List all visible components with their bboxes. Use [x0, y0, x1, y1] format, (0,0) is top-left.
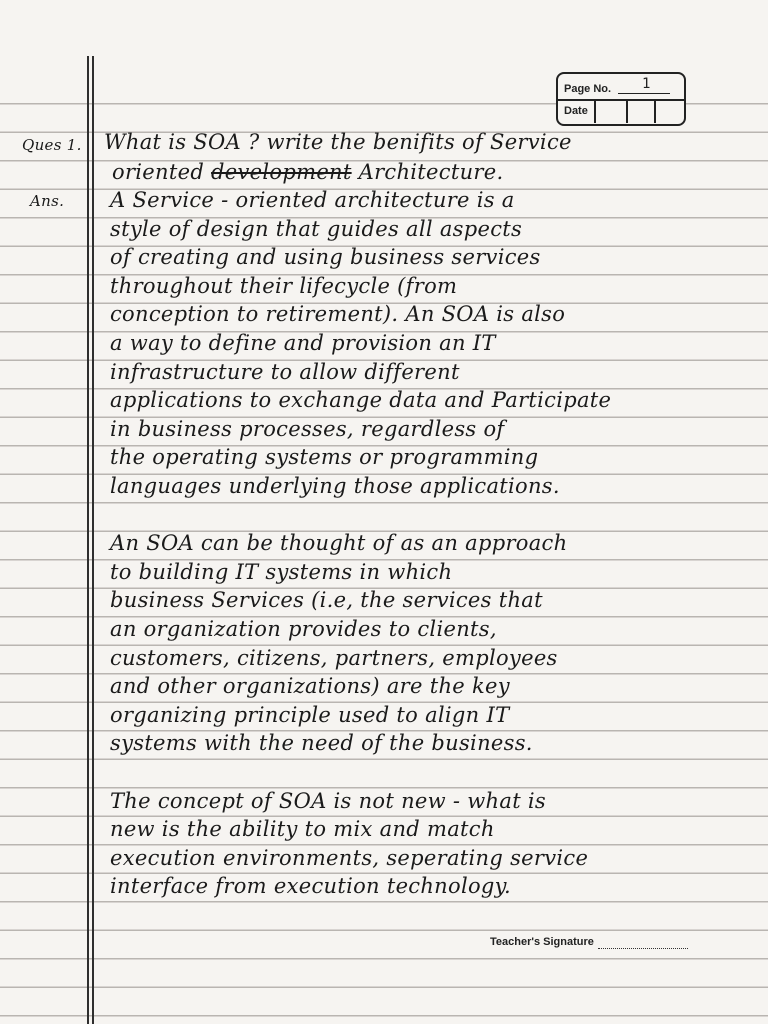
date-cell-divider: [626, 99, 628, 123]
answer-line: throughout their lifecycle (from: [110, 273, 458, 298]
date-cell-divider: [594, 99, 596, 123]
page-date-box: [556, 72, 686, 126]
answer-line: An SOA can be thought of as an approach: [110, 531, 568, 556]
question-text: Architecture.: [351, 160, 504, 184]
question-line: [112, 160, 503, 184]
struck-word: development: [211, 160, 352, 184]
margin-line: [92, 56, 94, 1024]
answer-line: and other organizations) are the key: [110, 674, 510, 699]
answer-line: interface from execution technology.: [110, 874, 512, 899]
answer-line: an organization provides to clients,: [110, 617, 497, 641]
question-label: Ques 1.: [22, 136, 82, 154]
page-no-value: 1: [642, 76, 651, 92]
teacher-signature: [490, 936, 594, 948]
answer-line: customers, citizens, partners, employees: [110, 645, 558, 670]
answer-line: applications to exchange data and Participate: [110, 388, 612, 413]
answer-line: the operating systems or programming: [110, 445, 539, 470]
date-cell-divider: [654, 99, 656, 123]
date-label: Date: [564, 105, 588, 117]
answer-line: in business processes, regardless of: [110, 416, 505, 441]
answer-line: to building IT systems in which: [110, 559, 453, 584]
question-text: oriented: [112, 160, 212, 184]
answer-line: A Service - oriented architecture is a: [110, 188, 515, 212]
answer-line: The concept of SOA is not new - what is: [110, 788, 546, 813]
signature-line: [598, 948, 688, 949]
answer-line: a way to define and provision an IT: [110, 331, 496, 355]
answer-line: organizing principle used to align IT: [110, 702, 510, 727]
box-divider: [558, 99, 684, 101]
question-line: What is SOA ? write the benifits of Service: [104, 130, 572, 154]
answer-line: new is the ability to mix and match: [110, 817, 495, 842]
answer-line: style of design that guides all aspects: [110, 216, 523, 241]
answer-line: infrastructure to allow different: [110, 359, 460, 384]
answer-line: conception to retirement). An SOA is also: [110, 302, 566, 327]
margin-line: [87, 56, 89, 1024]
answer-line: languages underlying those applications.: [110, 474, 560, 498]
answer-line: systems with the need of the business.: [110, 731, 533, 756]
teacher-signature-label: Teacher's Signature: [490, 936, 594, 948]
page-no-label: Page No.: [564, 83, 612, 95]
answer-line: business Services (i.e, the services that: [110, 588, 543, 613]
page-no-line: [618, 93, 670, 94]
answer-label: Ans.: [30, 192, 65, 210]
answer-line: execution environments, seperating service: [110, 845, 589, 870]
answer-line: of creating and using business services: [110, 245, 541, 270]
